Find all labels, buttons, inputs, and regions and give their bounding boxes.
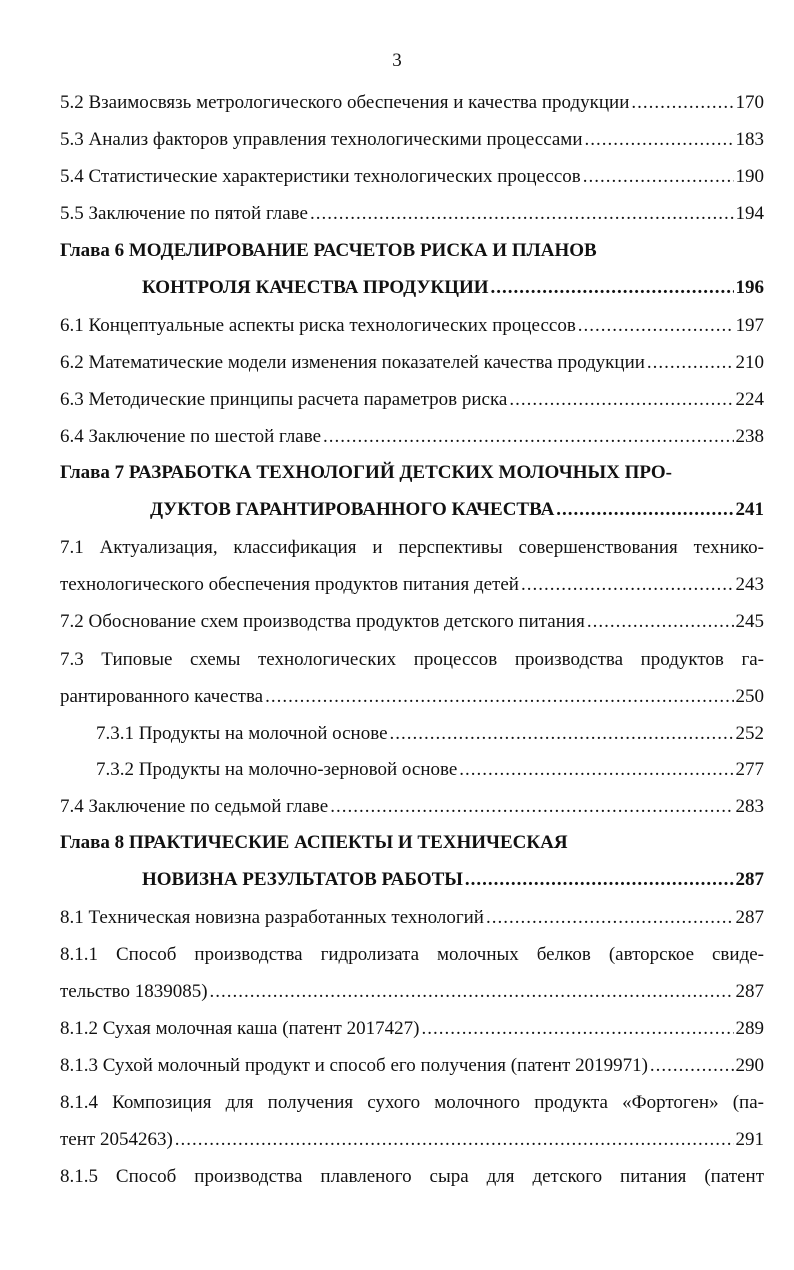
leader-dots — [265, 682, 733, 712]
leader-dots — [583, 162, 734, 192]
chapter-6-heading-line1: Глава 6 МОДЕЛИРОВАНИЕ РАСЧЕТОВ РИСКА И ПЛАНОВ — [60, 240, 597, 261]
toc-entry-line1: 8.1.5 Способ производства плавленого сыра для детского питания (патент — [60, 1166, 764, 1187]
toc-entry-page: 245 — [735, 611, 764, 632]
leader-dots — [491, 273, 734, 303]
toc-entry-page: 210 — [735, 352, 764, 373]
toc-entry-page: 194 — [735, 203, 764, 224]
toc-entry — [60, 162, 764, 192]
toc-entry-title: тент 2054263) — [60, 1129, 173, 1150]
leader-dots — [459, 755, 733, 785]
toc-entry-title: 7.4 Заключение по седьмой главе — [60, 796, 329, 817]
toc-entry-page: 283 — [735, 796, 764, 817]
toc-entry-page: 197 — [735, 315, 764, 336]
leader-dots — [310, 199, 734, 229]
toc-entry — [60, 348, 764, 378]
toc-entry-title: 6.2 Математические модели изменения показателей качества продукции — [60, 352, 645, 373]
toc-entry — [60, 385, 764, 415]
leader-dots — [509, 385, 733, 415]
toc-entry-title: 7.3.1 Продукты на молочной основе — [96, 723, 388, 744]
toc-entry-page: 170 — [735, 92, 764, 113]
toc-entry-title: КОНТРОЛЯ КАЧЕСТВА ПРОДУКЦИИ — [142, 277, 489, 298]
toc-entry-title: 5.5 Заключение по пятой главе — [60, 203, 308, 224]
toc-entry-title: 6.3 Методические принципы расчета параметров риска — [60, 389, 508, 410]
toc-entry-page: 290 — [735, 1055, 764, 1076]
toc-entry — [60, 977, 764, 1007]
toc-entry — [60, 682, 764, 712]
toc-entry — [60, 570, 764, 600]
toc-entry-title: ДУКТОВ ГАРАНТИРОВАННОГО КАЧЕСТВА — [150, 499, 555, 520]
toc-entry — [60, 88, 764, 118]
leader-dots — [585, 125, 734, 155]
chapter-7-entry — [150, 495, 764, 525]
toc-entry-page: 287 — [735, 981, 764, 1002]
toc-entry-title: НОВИЗНА РЕЗУЛЬТАТОВ РАБОТЫ — [142, 869, 463, 890]
toc-entry — [60, 125, 764, 155]
toc-entry-page: 190 — [735, 166, 764, 187]
toc-entry — [60, 1014, 764, 1044]
leader-dots — [587, 607, 734, 637]
toc-entry-title: 8.1 Техническая новизна разработанных технологий — [60, 907, 484, 928]
toc-entry-title: 8.1.2 Сухая молочная каша (патент 2017427) — [60, 1018, 420, 1039]
toc-entry-page: 277 — [735, 759, 764, 780]
toc-entry-title: 6.1 Концептуальные аспекты риска технологических процессов — [60, 315, 576, 336]
toc-entry — [60, 903, 764, 933]
chapter-8-entry — [142, 865, 764, 895]
toc-entry-page: 287 — [735, 907, 764, 928]
toc-entry-line1: 8.1.1 Способ производства гидролизата молочных белков (авторское свиде- — [60, 944, 764, 965]
leader-dots — [556, 495, 733, 525]
leader-dots — [175, 1125, 734, 1155]
toc-entry-page: 183 — [735, 129, 764, 150]
toc-entry-page: 252 — [735, 723, 764, 744]
toc-entry — [60, 1051, 764, 1081]
leader-dots — [465, 865, 734, 895]
toc-entry-page: 196 — [735, 277, 764, 298]
leader-dots — [631, 88, 733, 118]
leader-dots — [578, 311, 734, 341]
leader-dots — [521, 570, 734, 600]
toc-entry-page: 224 — [735, 389, 764, 410]
toc-entry-page: 250 — [735, 686, 764, 707]
leader-dots — [421, 1014, 733, 1044]
toc-entry — [60, 607, 764, 637]
toc-entry — [60, 199, 764, 229]
toc-entry — [60, 311, 764, 341]
toc-entry-page: 289 — [735, 1018, 764, 1039]
leader-dots — [210, 977, 734, 1007]
toc-entry-title: 5.3 Анализ факторов управления технологическими процессами — [60, 129, 583, 150]
toc-entry-title: 7.3.2 Продукты на молочно-зерновой основе — [96, 759, 458, 780]
toc-entry-title: 5.2 Взаимосвязь метрологического обеспечения и качества продукции — [60, 92, 630, 113]
leader-dots — [330, 792, 733, 822]
toc-entry-title: 5.4 Статистические характеристики технологических процессов — [60, 166, 581, 187]
toc-entry-title: тельство 1839085) — [60, 981, 208, 1002]
leader-dots — [650, 1051, 734, 1081]
leader-dots — [486, 903, 734, 933]
toc-entry-title: 6.4 Заключение по шестой главе — [60, 426, 322, 447]
toc-entry-page: 291 — [735, 1129, 764, 1150]
chapter-8-heading-line1: Глава 8 ПРАКТИЧЕСКИЕ АСПЕКТЫ И ТЕХНИЧЕСКАЯ — [60, 832, 568, 853]
chapter-7-heading-line1: Глава 7 РАЗРАБОТКА ТЕХНОЛОГИЙ ДЕТСКИХ МОЛОЧНЫХ ПРО- — [60, 462, 672, 483]
toc-entry — [60, 1125, 764, 1155]
page-number: 3 — [392, 50, 402, 71]
toc-entry-page: 243 — [735, 574, 764, 595]
toc-entry — [60, 792, 764, 822]
toc-entry-page: 287 — [735, 869, 764, 890]
toc-entry-line1: 7.3 Типовые схемы технологических процессов производства продуктов га- — [60, 649, 764, 670]
toc-entry-title: рантированного качества — [60, 686, 264, 707]
toc-entry-page: 241 — [735, 499, 764, 520]
toc-entry — [96, 719, 764, 749]
toc-entry-title: 7.2 Обоснование схем производства продуктов детского питания — [60, 611, 585, 632]
leader-dots — [323, 422, 733, 452]
chapter-6-entry — [142, 273, 764, 303]
leader-dots — [390, 719, 734, 749]
toc-entry-line1: 8.1.4 Композиция для получения сухого молочного продукта «Фортоген» (па- — [60, 1092, 764, 1113]
toc-entry — [60, 422, 764, 452]
toc-entry-title: технологического обеспечения продуктов питания детей — [60, 574, 519, 595]
toc-entry — [96, 755, 764, 785]
toc-entry-line1: 7.1 Актуализация, классификация и перспективы совершенствования технико- — [60, 537, 764, 558]
leader-dots — [647, 348, 734, 378]
toc-entry-page: 238 — [735, 426, 764, 447]
toc-entry-title: 8.1.3 Сухой молочный продукт и способ его получения (патент 2019971) — [60, 1055, 648, 1076]
